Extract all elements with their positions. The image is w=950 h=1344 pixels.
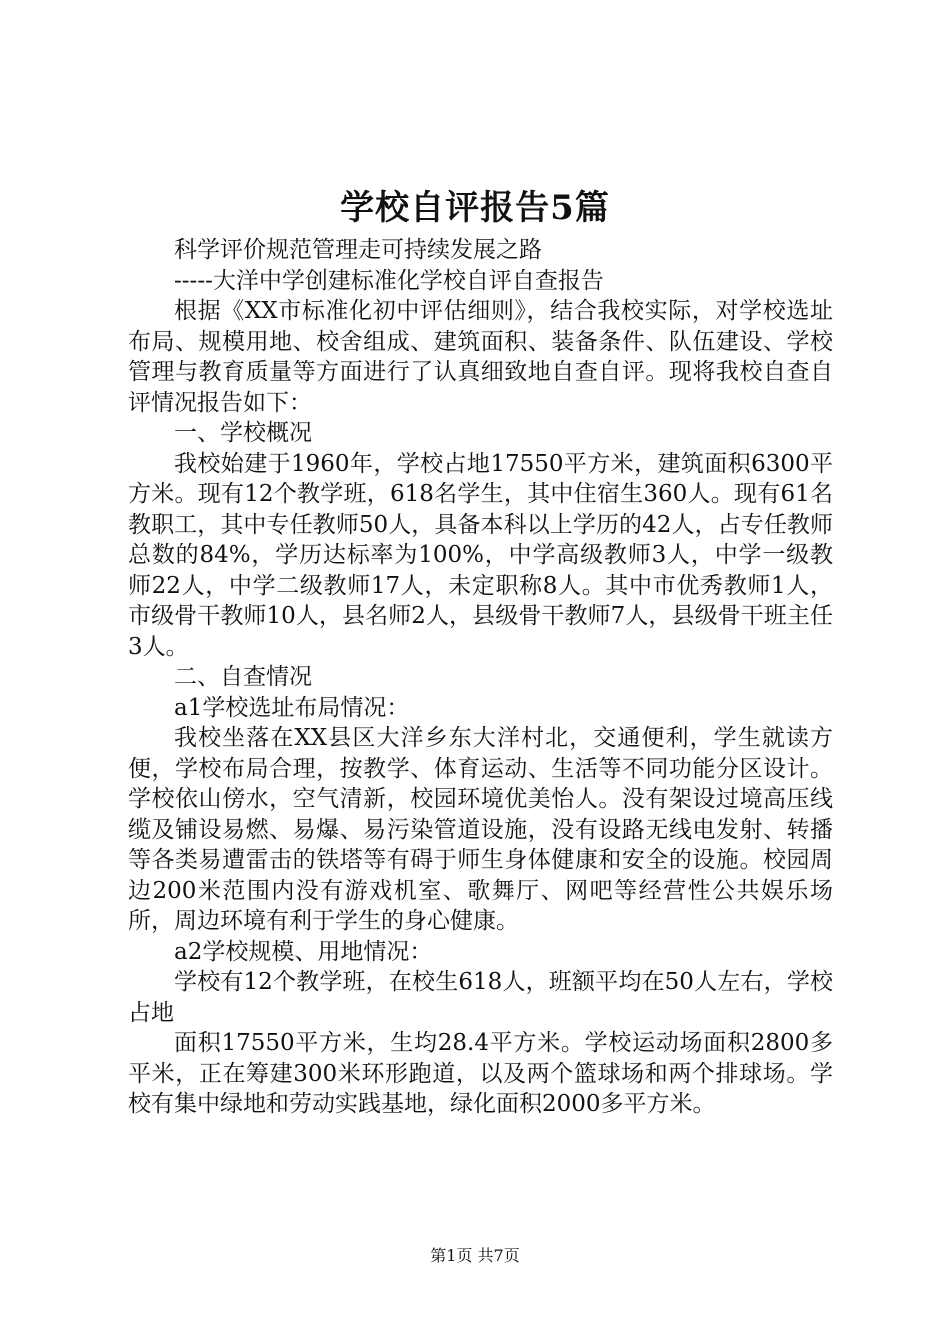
subtitle: 科学评价规范管理走可持续发展之路 (174, 237, 542, 263)
scale-paragraph: 学校有12个教学班，在校生618人，班额平均在50人左右，学校占地 (128, 969, 833, 1026)
overview-paragraph: 我校始建于1960年，学校占地17550平方米，建筑面积6300平方米。现有12个教学班，618名学生，其中住宿生360人。现有61名教职工，其中专任教师50人，具备本科以上学历的42人，占专任教师总数的84%，学历达标率为100%，中学高级教师3人，中学一级教师22人，中学二级教师17人，未定职称8人。其中市优秀教师1人，市级骨干教师10人，县名师2人，县级骨干教师7人，县级骨干班主任3人。 (128, 450, 833, 660)
document-body (128, 235, 833, 1120)
area-paragraph: 面积17550平方米，生均28.4平方米。学校运动场面积2800多平米，正在筹建300米环形跑道，以及两个篮球场和两个排球场。学校有集中绿地和劳动实践基地，绿化面积2000多平方米。 (128, 1030, 833, 1117)
section-heading-overview: 一、学校概况 (174, 420, 312, 446)
document-title: 学校自评报告5篇 (340, 188, 610, 228)
intro-paragraph: 根据《XX市标准化初中评估细则》，结合我校实际，对学校选址布局、规模用地、校舍组成、建筑面积、装备条件、队伍建设、学校管理与教育质量等方面进行了认真细致地自查自评。现将我校自查自评情况报告如下： (128, 298, 833, 416)
subsection-heading-a1: a1学校选址布局情况： (174, 694, 410, 721)
section-heading-self-check: 二、自查情况 (174, 664, 312, 690)
report-heading: -----大洋中学创建标准化学校自评自查报告 (174, 267, 604, 294)
page-number-footer: 第1页 共7页 (430, 1246, 520, 1265)
subsection-heading-a2: a2学校规模、用地情况： (174, 938, 433, 965)
location-paragraph: 我校坐落在XX县区大洋乡东大洋村北，交通便利，学生就读方便，学校布局合理，按教学、体育运动、生活等不同功能分区设计。学校依山傍水，空气清新，校园环境优美怡人。没有架设过境高压线缆及铺设易燃、易爆、易污染管道设施，没有设路无线电发射、转播等各类易遭雷击的铁塔等有碍于师生身体健康和安全的设施。校园周边200米范围内没有游戏机室、歌舞厅、网吧等经营性公共娱乐场所，周边环境有利于学生的身心健康。 (128, 725, 833, 934)
